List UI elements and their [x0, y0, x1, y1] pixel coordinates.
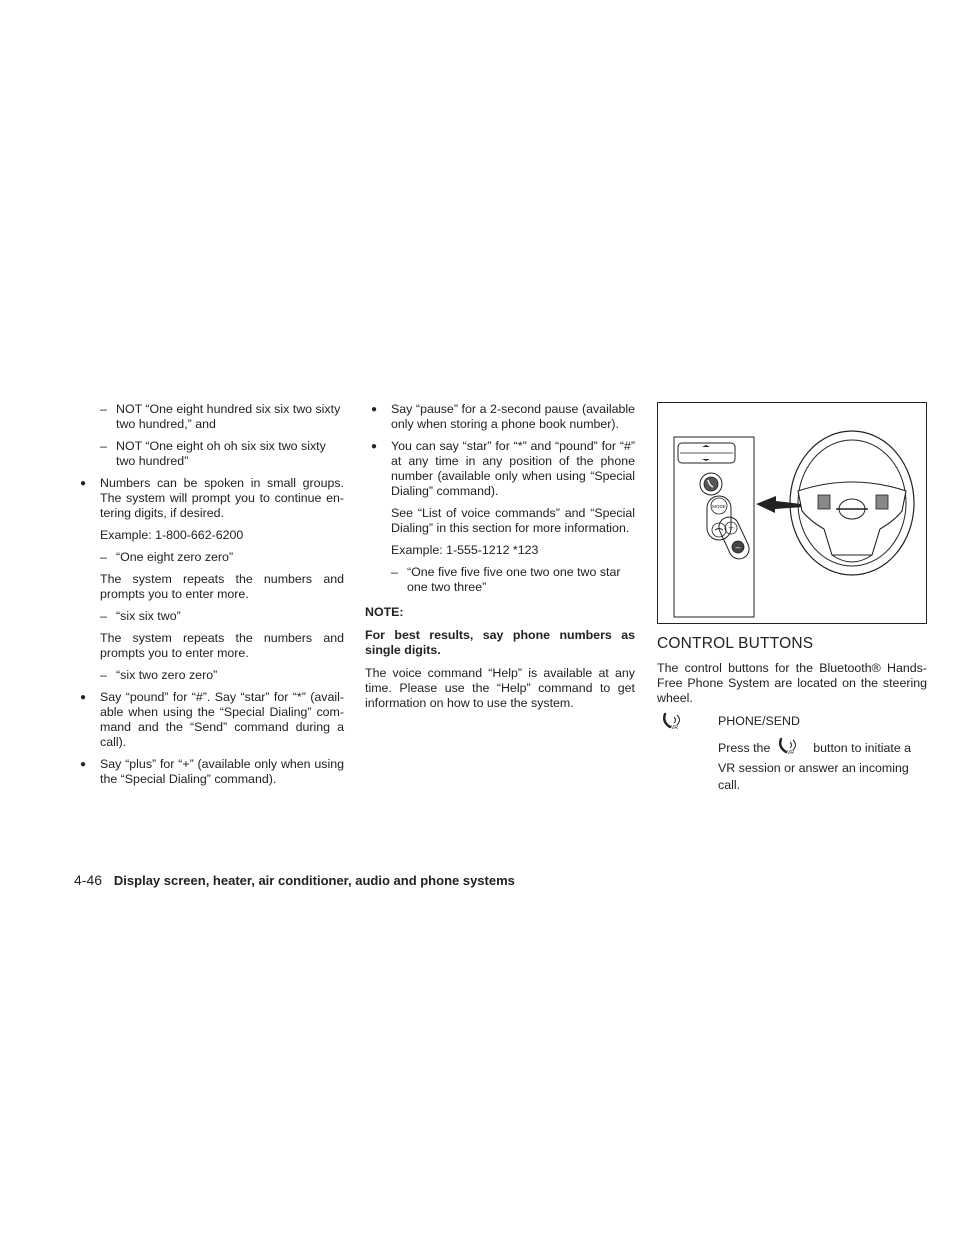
bullet-icon: ● [80, 759, 87, 770]
paragraph: Example: 1-800-662-6200 [100, 528, 244, 542]
list-item: – “six two zero zero” [100, 668, 218, 682]
svg-text:–: – [735, 542, 741, 552]
left-switches [818, 495, 830, 509]
list-item: – “six six two” [100, 609, 181, 623]
page-number: 4-46 [74, 872, 103, 888]
dash-mark: – [100, 609, 107, 623]
phone-send-icon [661, 712, 683, 734]
list-item: ● Say “pound” for “#”. Say “star” for “*” (avail-able when using the “Special Dialing” com-mand and the “Send” command during a call). [80, 690, 344, 749]
bullet-icon: ● [371, 441, 378, 452]
dash-mark: – [100, 668, 107, 682]
list-item: – NOT “One eight oh oh six six two sixty two hundred” [100, 439, 326, 468]
bullet-icon: ● [80, 478, 87, 489]
help-paragraph: The voice command “Help” is available at any time. Please use the “Help” command to get information on how to use the system. [365, 666, 635, 710]
paragraph: See “List of voice commands” and “Special Dialing” in this section for more information. [391, 506, 635, 535]
paragraph: The system repeats the numbers and prompts you to enter more. [100, 572, 344, 601]
phone-send-label: PHONE/SEND [718, 714, 800, 728]
column-right [657, 402, 927, 794]
steering-wheel-figure [657, 402, 927, 624]
steering-wheel-illustration [658, 403, 926, 623]
list-item: ● Say “plus” for “+” (available only when using the “Special Dialing” command). [80, 757, 344, 786]
list-item: ● Numbers can be spoken in small groups. The system will prompt you to continue en-tering digits, if desired. [80, 476, 344, 520]
svg-text:VR: VR [786, 750, 794, 755]
svg-text:VR: VR [671, 725, 678, 730]
paragraph: The system repeats the numbers and prompts you to enter more. [100, 631, 344, 660]
dash-mark: – [100, 550, 107, 564]
svg-text:+: + [728, 523, 734, 533]
dash-mark: – [100, 439, 107, 453]
mode-switch-outline [707, 496, 734, 540]
phone-send-icon-inline [774, 737, 810, 760]
note-heading: NOTE: [365, 605, 404, 619]
paragraph: Example: 1-555-1212 *123 [391, 543, 539, 557]
list-item: – NOT “One eight hundred six six two sixty two hundred,” and [100, 402, 341, 431]
intro-paragraph: The control buttons for the Bluetooth® Hands-Free Phone System are located on the steering wheel. [657, 661, 927, 705]
section-title: CONTROL BUTTONS [657, 635, 814, 652]
dash-mark: – [100, 402, 107, 416]
mode-button-label: MODE [712, 504, 726, 509]
right-switches [876, 495, 888, 509]
note-body: For best results, say phone numbers as single digits. [365, 628, 635, 657]
volume-switch [716, 514, 753, 562]
phone-send-entry [657, 714, 927, 794]
list-item: ● Say “pause” for a 2-second pause (available only when storing a phone book number). [371, 402, 635, 431]
list-item: – “One five five five one two one two star one two three” [391, 565, 621, 594]
list-item: – “One eight zero zero” [100, 550, 234, 564]
bullet-icon: ● [371, 404, 378, 415]
control-panel-outline [674, 437, 754, 617]
chapter-title: Display screen, heater, air conditioner, audio and phone systems [113, 873, 515, 888]
column-middle [365, 402, 635, 711]
bullet-icon: ● [80, 692, 87, 703]
phone-send-description: Press the VR button to initiate a VR session or answer an incoming call. [718, 737, 927, 794]
dash-mark: – [391, 565, 398, 579]
column-left [74, 402, 344, 794]
list-item: ● You can say “star” for “*” and “pound” for “#” at any time in any position of the phone number (available only when using “Special Dialing” command). [371, 439, 635, 498]
page-footer [74, 873, 515, 888]
